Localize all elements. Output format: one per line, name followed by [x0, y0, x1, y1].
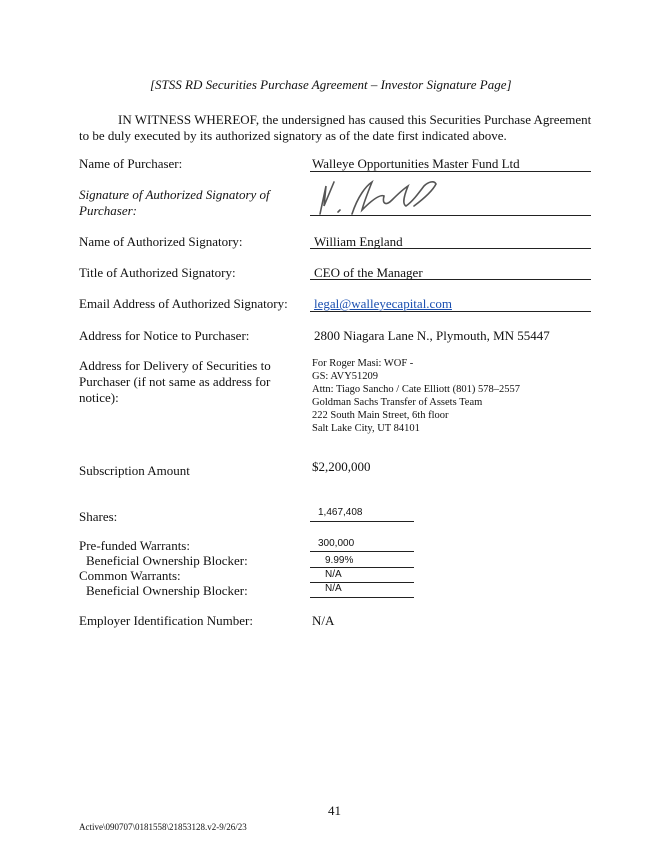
delivery-line: Attn: Tiago Sancho / Cate Elliott (801) 578–2557: [312, 384, 520, 395]
handwritten-signature: [312, 176, 452, 220]
delivery-line: Goldman Sachs Transfer of Assets Team: [312, 397, 483, 408]
prefunded-label: Pre-funded Warrants:: [79, 538, 190, 553]
purchaser-label: Name of Purchaser:: [79, 156, 183, 171]
signatory-name-label: Name of Authorized Signatory:: [79, 234, 243, 249]
ein-value: N/A: [312, 613, 335, 628]
title-value: CEO of the Manager: [314, 265, 423, 280]
delivery-line: GS: AVY51209: [312, 371, 379, 382]
delivery-line: Salt Lake City, UT 84101: [312, 423, 420, 434]
purchaser-value: Walleye Opportunities Master Fund Ltd: [312, 156, 520, 171]
delivery-label-3: notice):: [79, 390, 119, 405]
prefunded-underline: [310, 551, 414, 552]
blocker2-value: N/A: [325, 583, 342, 594]
signature-label-1: Signature of Authorized Signatory of: [79, 187, 270, 202]
shares-value: 1,467,408: [318, 507, 363, 518]
signatory-name-value: William England: [314, 234, 403, 249]
blocker1-underline: [310, 567, 414, 568]
signature-underline: [310, 215, 591, 216]
email-label: Email Address of Authorized Signatory:: [79, 296, 288, 311]
blocker1-label: Beneficial Ownership Blocker:: [86, 553, 248, 568]
intro-line-1: IN WITNESS WHEREOF, the undersigned has caused this Securities Purchase Agreement: [118, 112, 592, 127]
shares-label: Shares:: [79, 509, 118, 524]
prefunded-value: 300,000: [318, 538, 355, 549]
blocker1-value: 9.99%: [325, 555, 354, 566]
shares-underline: [310, 521, 414, 522]
common-value: N/A: [325, 569, 342, 580]
document-id: Active\090707\0181558\21853128.v2-9/26/23: [79, 822, 247, 832]
blocker2-underline: [310, 597, 414, 598]
delivery-line: 222 South Main Street, 6th floor: [312, 410, 449, 421]
delivery-line: For Roger Masi: WOF -: [312, 358, 414, 369]
intro-line-2: to be duly executed by its authorized signatory as of the date first indicated above.: [79, 128, 507, 143]
signature-label-2: Purchaser:: [79, 203, 138, 218]
title-underline: [310, 279, 591, 280]
signatory-name-underline: [310, 248, 591, 249]
title-label: Title of Authorized Signatory:: [79, 265, 236, 280]
page-header: [STSS RD Securities Purchase Agreement – Investor Signature Page]: [150, 77, 512, 92]
notice-address-value: 2800 Niagara Lane N., Plymouth, MN 55447: [314, 328, 550, 343]
delivery-address-block: [312, 357, 520, 435]
notice-address-label: Address for Notice to Purchaser:: [79, 328, 250, 343]
page-number: 41: [328, 803, 341, 818]
blocker2-label: Beneficial Ownership Blocker:: [86, 583, 248, 598]
common-label: Common Warrants:: [79, 568, 181, 583]
email-link[interactable]: legal@walleyecapital.com: [314, 296, 452, 311]
delivery-label-1: Address for Delivery of Securities to: [79, 358, 271, 373]
ein-label: Employer Identification Number:: [79, 613, 254, 628]
email-underline: [310, 311, 591, 312]
purchaser-underline: [310, 171, 591, 172]
subscription-value: $2,200,000: [312, 459, 371, 474]
subscription-label: Subscription Amount: [79, 463, 190, 478]
delivery-label-2: Purchaser (if not same as address for: [79, 374, 271, 389]
